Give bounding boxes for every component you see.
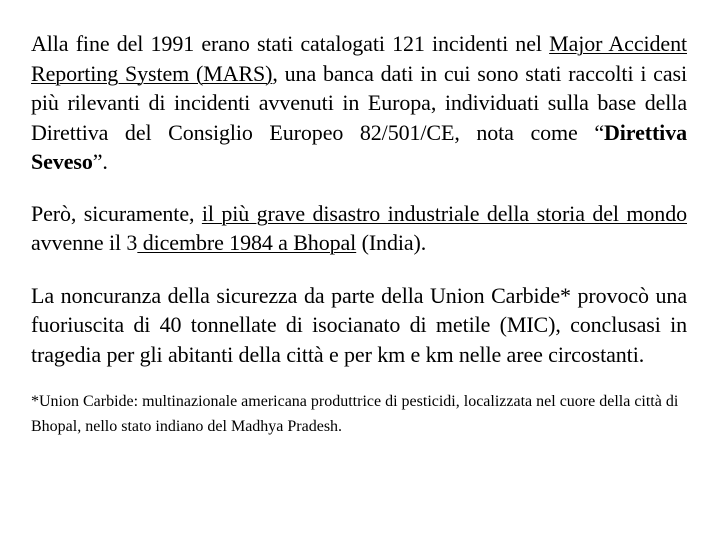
- paragraph-union-carbide: La noncuranza della sicurezza da parte della Union Carbide* provocò una fuoriuscita di 40 tonnellate di isocianato di metile (MIC), conclusasi in tragedia per gli abitanti della città e per km e km nelle aree circostanti.: [31, 282, 687, 367]
- worst-disaster-underlined: il più grave disastro industriale della storia del mondo: [201, 200, 687, 226]
- paragraph-mars: [31, 29, 687, 177]
- paragraph-bhopal: [31, 199, 687, 258]
- paragraph-mars-text-3: ”.: [92, 149, 108, 174]
- paragraph-mars-text-2: , una banca dati in cui sono stati raccolti i casi più rilevanti di incidenti avvenuti in Europa, individuati sulla base della Direttiva del Consiglio Europeo 82/501/CE, nota come “: [31, 60, 687, 145]
- mars-link[interactable]: Major Accident Reporting System (MARS): [31, 31, 687, 86]
- paragraph-bhopal-text-2: avvenne il 3: [31, 230, 138, 255]
- paragraph-bhopal-text-1: Però, sicuramente,: [31, 200, 202, 226]
- document-page: [31, 29, 687, 439]
- direttiva-seveso-bold: Direttiva Seveso: [31, 119, 687, 174]
- date-place-underlined: dicembre 1984 a Bhopal: [137, 230, 357, 255]
- paragraph-mars-text-1: Alla fine del 1991 erano stati catalogati 121 incidenti nel: [31, 31, 550, 56]
- paragraph-bhopal-text-3: (India).: [356, 230, 427, 255]
- footnote: *Union Carbide: multinazionale americana produttrice di pesticidi, localizzata nel cuore della città di Bhopal, nello stato indiano del Madhya Pradesh.: [31, 393, 679, 435]
